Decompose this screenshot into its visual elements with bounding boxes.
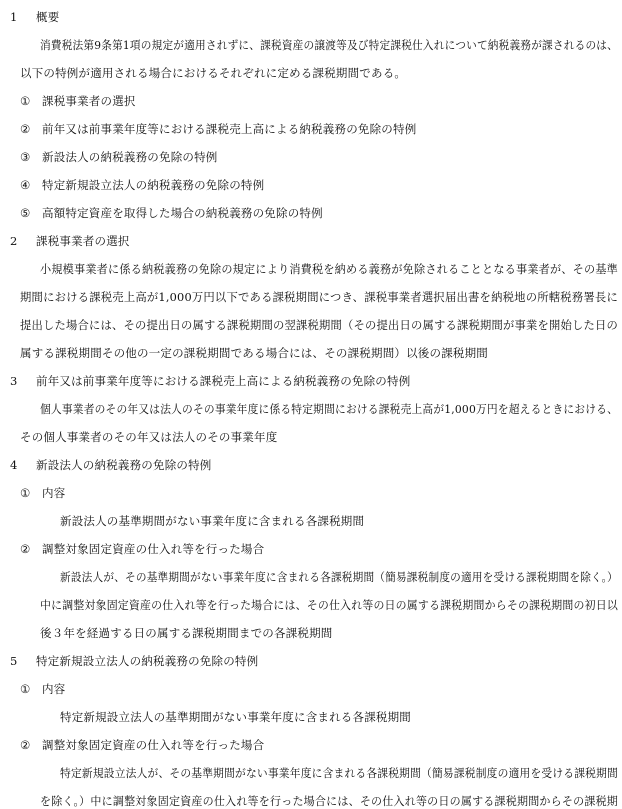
section-title: 特定新規設立法人の納税義務の免除の特例 [36,654,259,668]
subsection-number: ① [20,682,31,696]
list-item-text: 課税事業者の選択 [42,94,136,108]
subsection-title: 調整対象固定資産の仕入れ等を行った場合 [42,542,265,556]
subsection-heading [20,738,264,752]
list-item-number: ④ [20,178,31,192]
list-item-text: 新設法人の納税義務の免除の特例 [42,150,218,164]
section-title: 前年又は前事業年度等における課税売上高による納税義務の免除の特例 [36,374,411,388]
section-3-heading [10,374,410,388]
section-number: 2 [10,234,18,248]
paragraph-line: を除く。）中に調整対象固定資産の仕入れ等を行った場合には、その仕入れ等の日の属する課税期間からその課税期 [40,794,619,808]
paragraph-line: 新設法人の基準期間がない事業年度に含まれる各課税期間 [60,514,365,528]
paragraph-line: 以下の特例が適用される場合におけるそれぞれに定める課税期間である。 [20,66,407,80]
section-5-heading [10,654,258,668]
subsection-number: ② [20,542,31,556]
list-item-number: ③ [20,150,31,164]
section-number: 3 [10,374,18,388]
section-4-heading [10,458,212,472]
section-number: 5 [10,654,18,668]
subsection-title: 内容 [42,682,66,696]
paragraph-line: 新設法人が、その基準期間がない事業年度に含まれる各課税期間（簡易課税制度の適用を受ける課税期間を除く。） [60,570,619,584]
list-item [20,150,218,164]
subsection-heading [20,486,65,500]
subsection-heading [20,542,264,556]
section-title: 概要 [36,10,60,24]
list-item [20,94,136,108]
subsection-title: 内容 [42,486,66,500]
subsection-heading [20,682,65,696]
paragraph-line: 個人事業者のその年又は法人のその事業年度に係る特定期間における課税売上高が1,000万円を超えるときにおける、 [40,402,619,416]
section-1-heading [10,10,59,24]
list-item-text: 特定新規設立法人の納税義務の免除の特例 [42,178,265,192]
section-2-heading [10,234,130,248]
section-title: 新設法人の納税義務の免除の特例 [36,458,212,472]
paragraph-line: 特定新規設立法人の基準期間がない事業年度に含まれる各課税期間 [60,710,411,724]
subsection-number: ② [20,738,31,752]
list-item [20,206,323,220]
list-item-number: ① [20,94,31,108]
section-number: 4 [10,458,18,472]
paragraph-line: 特定新規設立法人が、その基準期間がない事業年度に含まれる各課税期間（簡易課税制度の適用を受ける課税期間 [60,766,618,780]
paragraph-line: 小規模事業者に係る納税義務の免除の規定により消費税を納める義務が免除されることとなる事業者が、その基準 [40,262,619,276]
list-item-number: ⑤ [20,206,31,220]
paragraph-line: 提出した場合には、その提出日の属する課税期間の翌課税期間（その提出日の属する課税期間が事業を開始した日の [20,318,619,332]
paragraph-line: その個人事業者のその年又は法人のその事業年度 [20,430,278,444]
paragraph-line: 属する課税期間その他の一定の課税期間である場合には、その課税期間）以後の課税期間 [20,346,488,360]
list-item [20,178,264,192]
paragraph-line: 中に調整対象固定資産の仕入れ等を行った場合には、その仕入れ等の日の属する課税期間からその課税期間の初日以 [40,598,618,612]
list-item-number: ② [20,122,31,136]
paragraph-line: 後３年を経過する日の属する課税期間までの各課税期間 [40,626,333,640]
subsection-title: 調整対象固定資産の仕入れ等を行った場合 [42,738,265,752]
section-number: 1 [10,10,18,24]
list-item-text: 前年又は前事業年度等における課税売上高による納税義務の免除の特例 [42,122,417,136]
list-item-text: 高額特定資産を取得した場合の納税義務の免除の特例 [42,206,323,220]
paragraph-line: 期間における課税売上高が1,000万円以下である課税期間につき、課税事業者選択届出書を納税地の所轄税務署長に [20,290,618,304]
paragraph-line: 消費税法第9条第1項の規定が適用されずに、課税資産の譲渡等及び特定課税仕入れについて納税義務が課されるのは、 [40,38,619,52]
section-title: 課税事業者の選択 [36,234,130,248]
list-item [20,122,416,136]
subsection-number: ① [20,486,31,500]
